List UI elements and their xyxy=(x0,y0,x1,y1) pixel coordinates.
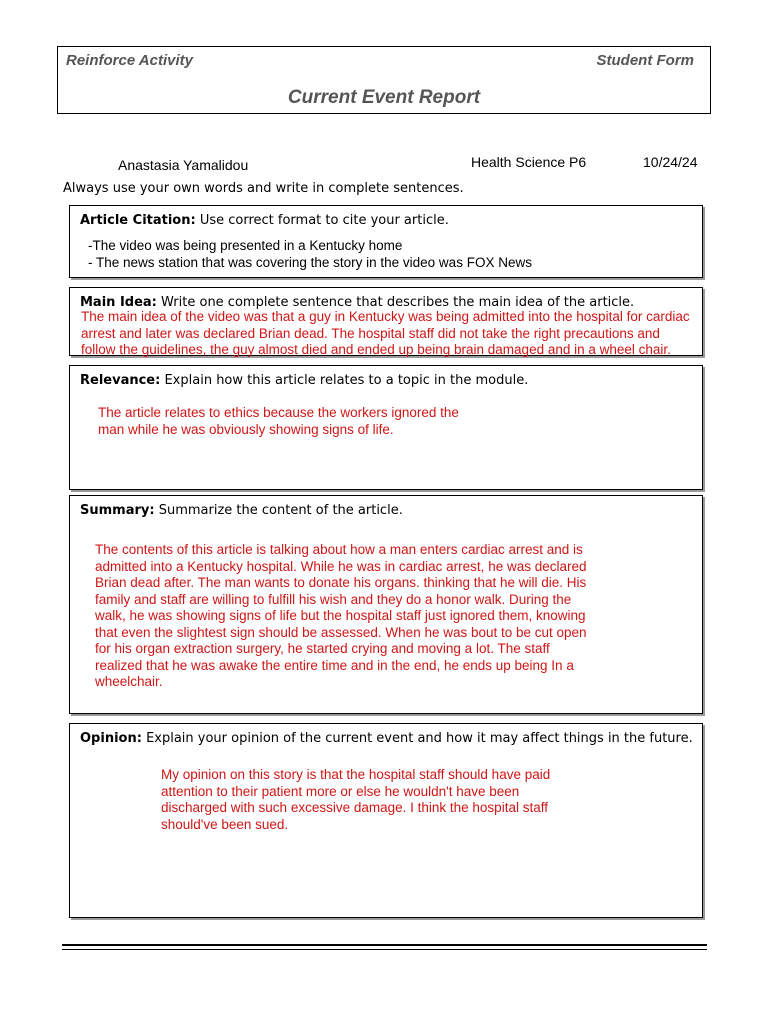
relevance-instruction: Explain how this article relates to a topic in the module. xyxy=(164,373,529,388)
opinion-instruction: Explain your opinion of the current event and how it may affect things in the future. xyxy=(146,731,693,746)
citation-label: Article Citation: xyxy=(80,213,196,228)
footer-rule-thin xyxy=(62,949,707,950)
summary-prompt xyxy=(80,502,694,520)
answer-line: walk, he was showing signs of life but the hospital staff just ignored them, knowing xyxy=(95,608,586,623)
opinion-section xyxy=(69,723,703,918)
answer-line: discharged with such excessive damage. I think the hospital staff xyxy=(161,800,548,815)
answer-line: Brian dead after. The man wants to donate his organs. thinking that he will die. His xyxy=(95,575,587,590)
answer-line: family and staff are willing to fulfill his wish and they do a honor walk. During the xyxy=(95,591,572,607)
relevance-section xyxy=(69,365,703,490)
citation-section xyxy=(69,205,703,278)
report-date: 10/24/24 xyxy=(643,154,698,170)
answer-line: wheelchair. xyxy=(95,674,163,689)
page-title: Current Event Report xyxy=(287,87,481,108)
answer-line: follow the guidelines, the guy almost died and ended up being brain damaged and in a wheel chair. xyxy=(81,342,671,357)
answer-line: - The news station that was covering the story in the video was FOX News xyxy=(88,255,532,270)
opinion-label: Opinion: xyxy=(80,731,142,746)
answer-line: My opinion on this story is that the hospital staff should have paid xyxy=(161,767,551,782)
activity-type: Reinforce Activity xyxy=(66,52,193,69)
answer-line: The article relates to ethics because the workers ignored the xyxy=(98,405,459,420)
answer-line: arrest and later was declared Brian dead. The hospital staff did not take the right precautions and xyxy=(81,325,660,341)
relevance-label: Relevance: xyxy=(80,373,161,388)
student-name: Anastasia Yamalidou xyxy=(118,157,249,173)
summary-label: Summary: xyxy=(80,503,155,518)
summary-answer xyxy=(95,542,587,691)
answer-line: for his organ extraction surgery, he started crying and moving a lot. The staff xyxy=(95,641,550,656)
answer-line: realized that he was awake the entire time and in the end, he ends up being In a xyxy=(95,657,574,673)
summary-instruction: Summarize the content of the article. xyxy=(158,503,403,518)
citation-prompt xyxy=(80,212,694,230)
footer-rule xyxy=(62,944,707,946)
relevance-prompt xyxy=(80,372,694,390)
opinion-answer xyxy=(161,767,550,833)
answer-line: man while he was obviously showing signs of life. xyxy=(98,421,394,437)
summary-section xyxy=(69,495,703,714)
opinion-prompt xyxy=(80,730,694,748)
answer-line: The main idea of the video was that a guy in Kentucky was being admitted into the hospital for cardiac xyxy=(81,309,690,324)
citation-answer xyxy=(88,237,532,271)
main-idea-instruction: Write one complete sentence that describes the main idea of the article. xyxy=(161,295,635,310)
form-type: Student Form xyxy=(596,52,694,69)
answer-line: attention to their patient more or else he wouldn't have been xyxy=(161,783,520,799)
main-idea-answer xyxy=(81,309,714,359)
instructions: Always use your own words and write in complete sentences. xyxy=(63,181,464,196)
citation-instruction: Use correct format to cite your article. xyxy=(199,213,449,228)
answer-line: admitted into a Kentucky hospital. While he was in cardiac arrest, he was declared xyxy=(95,558,587,574)
form-header xyxy=(57,46,711,114)
class-name: Health Science P6 xyxy=(471,154,587,170)
answer-line: that even the slightest sign should be assessed. When he was bout to be cut open xyxy=(95,624,587,640)
main-idea-section xyxy=(69,287,703,356)
answer-line: -The video was being presented in a Kentucky home xyxy=(88,238,403,253)
answer-line: should've been sued. xyxy=(161,816,289,832)
main-idea-label: Main Idea: xyxy=(80,295,157,310)
answer-line: The contents of this article is talking about how a man enters cardiac arrest and is xyxy=(95,542,583,557)
relevance-answer xyxy=(98,405,459,438)
